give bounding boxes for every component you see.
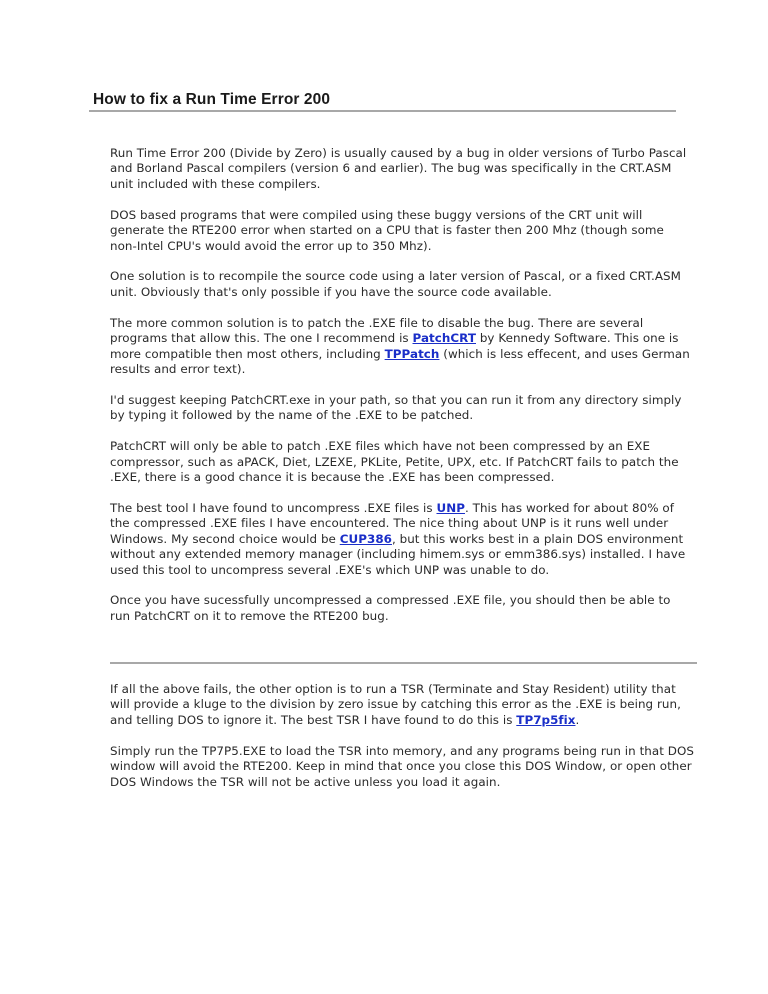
paragraph-recompile: One solution is to recompile the source code using a later version of Pascal, or a fixed CRT.ASM unit. Obviously that's only possible if you have the source code available. [110,269,681,299]
section-divider [110,662,697,664]
paragraph-text: If all the above fails, the other option is to run a TSR (Terminate and Stay Resident) utility that will provide a kluge to the division by zero issue by catching this error as the .EXE is being run, and telling DOS to ignore it. The best TSR I have found to do this is [110,682,681,727]
patchcrt-link[interactable]: PatchCRT [412,331,476,346]
paragraph-text: (which is less effecent, and uses German results and error text). [110,346,690,376]
paragraph-path: I'd suggest keeping PatchCRT.exe in your path, so that you can run it from any directory simply by typing it followed by the name of the .EXE to be patched. [110,392,682,423]
title-divider [89,110,676,112]
paragraph-intro: Run Time Error 200 (Divide by Zero) is usually caused by a bug in older versions of Turbo Pascal and Borland Pascal compilers (version 6 and earlier). The bug was specifically in the CRT.ASM unit included with these compilers. [110,146,687,191]
tsr-section [110,682,694,805]
tp7p5fix-link[interactable]: TP7p5fix [516,712,576,727]
paragraph-text: . [575,712,580,727]
paragraph-text: , but this works best in a plain DOS environment without any extended memory manager (including himem.sys or emm386.sys) installed. I have used this tool to uncompress several .EXE's which UNP was unable to do. [110,531,686,577]
cup386-link[interactable]: CUP386 [339,531,392,546]
paragraph-uncompress [110,501,694,578]
paragraph-text: The best tool I have found to uncompress .EXE files is [110,500,437,515]
article-body [110,146,694,640]
paragraph-text: The more common solution is to patch the .EXE file to disable the bug. There are several programs that allow this. The one I recommend is [110,315,644,346]
paragraph-run-patchcrt: Once you have sucessfully uncompressed a compressed .EXE file, you should then be able to run PatchCRT on it to remove the RTE200 bug. [110,593,671,623]
paragraph-patch [110,316,694,378]
page-title: How to fix a Run Time Error 200 [93,91,331,108]
paragraph-text: by Kennedy Software. This one is more compatible then most others, including [110,331,679,361]
paragraph-tsr [110,682,694,728]
paragraph-text: . This has worked for about 80% of the compressed .EXE files I have encountered. The nice thing about UNP is it runs well under Windows. My second choice would be [110,500,674,546]
paragraph-cause: DOS based programs that were compiled using these buggy versions of the CRT unit will generate the RTE200 error when started on a CPU that is faster then 200 Mhz (though some non-Intel CPU's would avoid the error up to 350 Mhz). [110,207,664,253]
tppatch-link[interactable]: TPPatch [384,346,440,361]
unp-link[interactable]: UNP [436,500,465,515]
paragraph-run-tsr: Simply run the TP7P5.EXE to load the TSR into memory, and any programs being run in that DOS window will avoid the RTE200. Keep in mind that once you close this DOS Window, or open other DOS Windows the TSR will not be active unless you load it again. [110,743,694,789]
paragraph-compressed: PatchCRT will only be able to patch .EXE files which have not been compressed by an EXE compressor, such as aPACK, Diet, LZEXE, PKLite, Petite, UPX, etc. If PatchCRT fails to patch the .EXE, there is a good chance it is because the .EXE has been compressed. [110,439,679,484]
